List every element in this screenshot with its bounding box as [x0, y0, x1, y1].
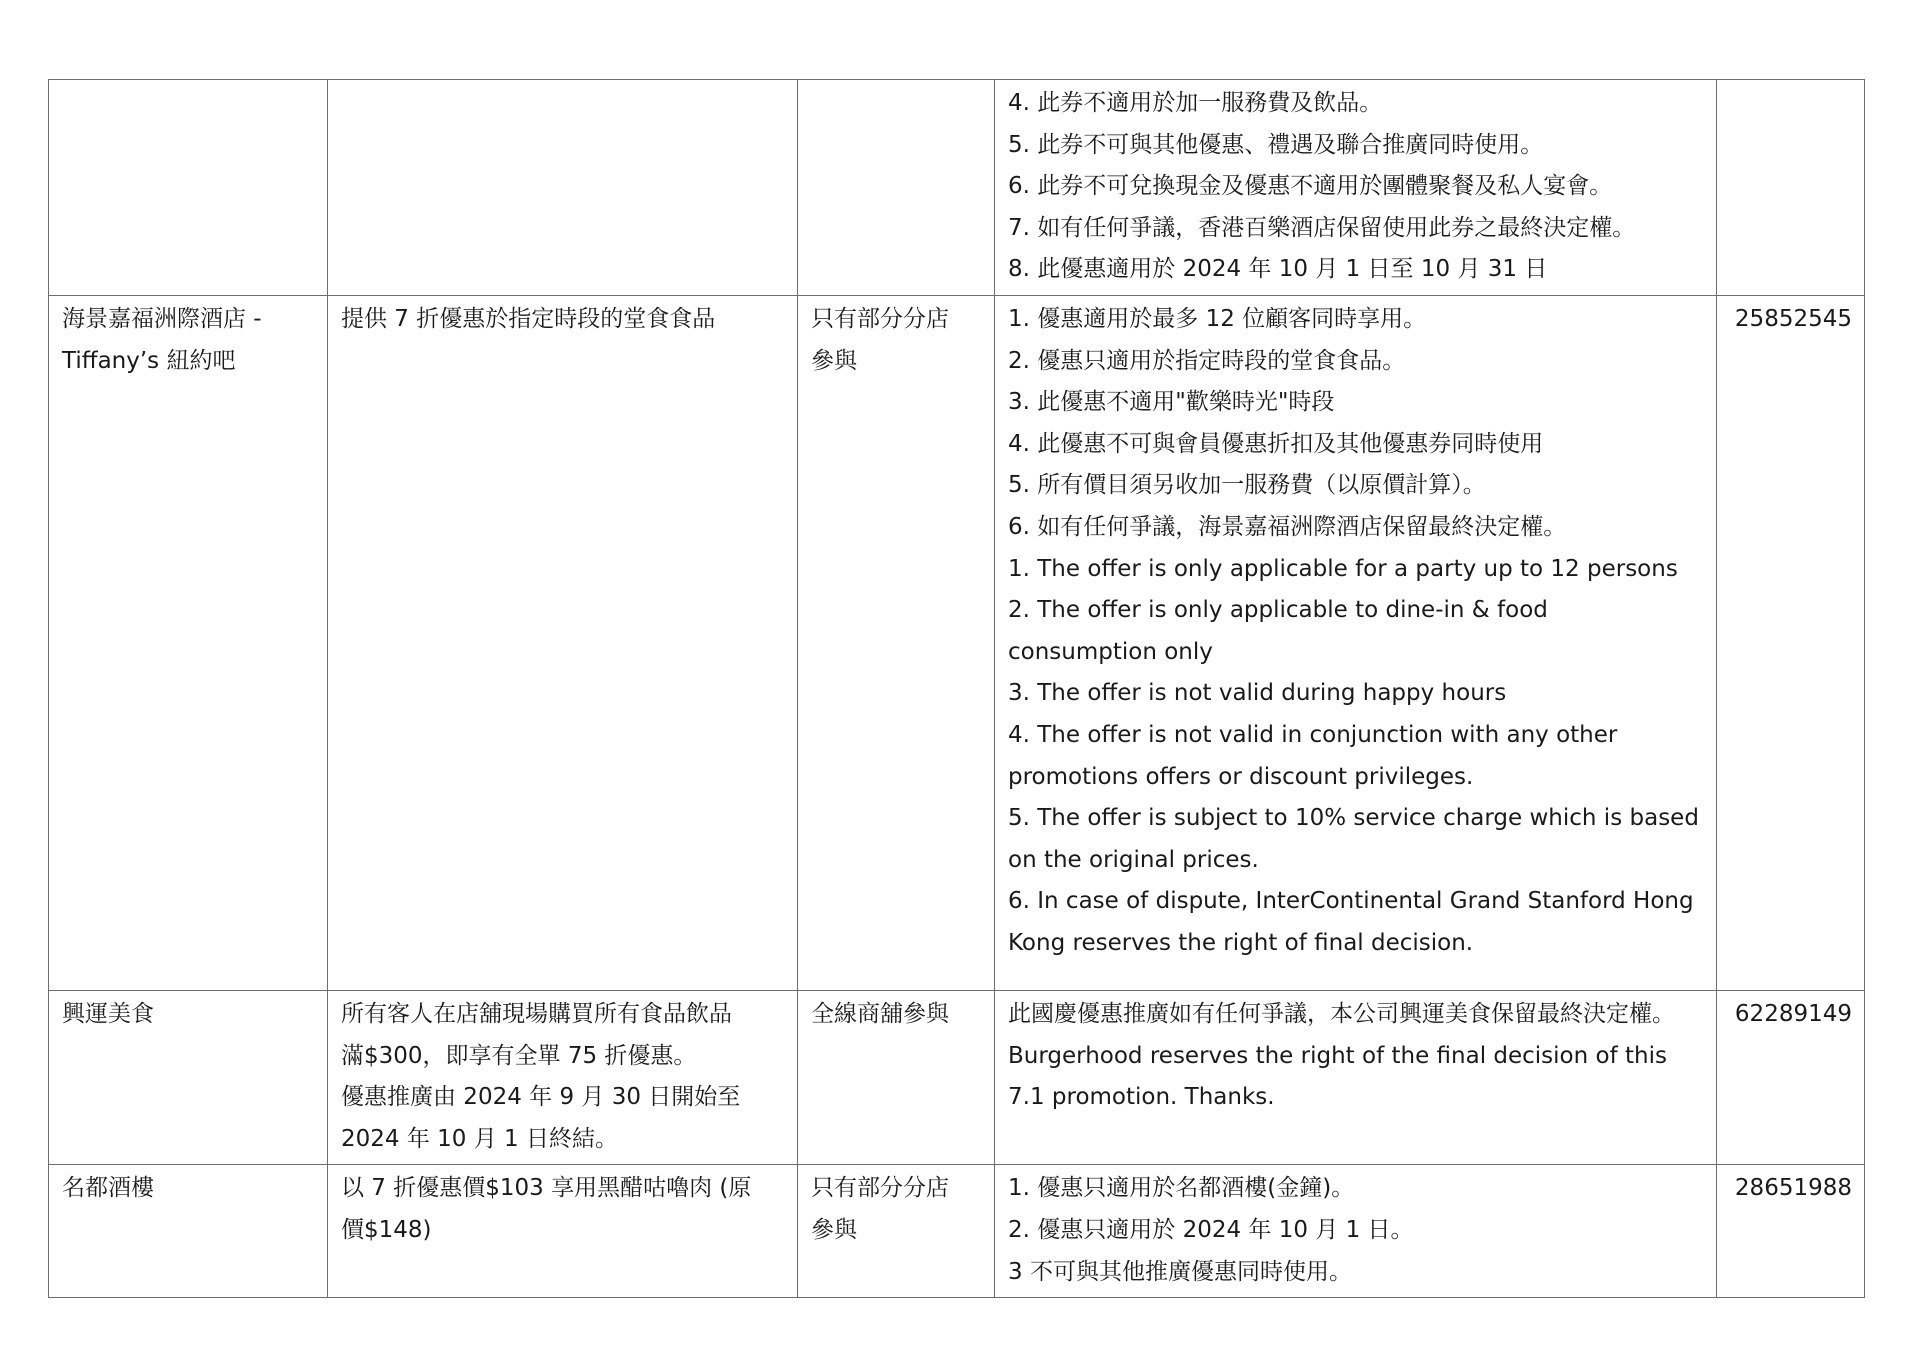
term-line: 3 不可與其他推廣優惠同時使用。 [1008, 1258, 1352, 1285]
merchant-name-line: 名都酒樓 [62, 1175, 154, 1202]
offer-line: 滿$300，即享有全單 75 折優惠。 [341, 1042, 697, 1069]
table-row [49, 990, 1865, 1164]
phone-cell [1717, 295, 1865, 990]
term-line: 4. The offer is not valid in conjunction with any other promotions offers or discount privileges. [1008, 721, 1618, 790]
participation-line: 只有部分分店 [811, 305, 949, 332]
participation-cell [798, 990, 995, 1164]
table-row [49, 80, 1865, 296]
term-line: 3. The offer is not valid during happy hours [1008, 680, 1507, 707]
term-line: 4. 此券不適用於加一服務費及飲品。 [1008, 90, 1383, 116]
term-line: 1. 優惠適用於最多 12 位顧客同時享用。 [1008, 305, 1427, 332]
offer-line: 2024 年 10 月 1 日終結。 [341, 1125, 618, 1152]
phone-cell [1717, 80, 1865, 296]
term-line: 此國慶優惠推廣如有任何爭議，本公司興運美食保留最終決定權。 [1008, 1000, 1675, 1027]
offer-line: 優惠推廣由 2024 年 9 月 30 日開始至 [341, 1084, 741, 1111]
phone-number: 25852545 [1734, 305, 1852, 332]
term-line: 7. 如有任何爭議，香港百樂酒店保留使用此券之最終決定權。 [1008, 214, 1636, 241]
terms-cell [995, 80, 1717, 296]
merchant-name-cell [49, 295, 328, 990]
term-line: 1. The offer is only applicable for a party up to 12 persons [1008, 555, 1678, 582]
offer-line: 以 7 折優惠價$103 享用黑醋咕嚕肉 (原 [341, 1175, 752, 1202]
participation-line: 全線商舖參與 [811, 1000, 949, 1027]
terms-cell [995, 1165, 1717, 1298]
term-line: Burgerhood reserves the right of the final decision of this 7.1 promotion. Thanks. [1008, 1042, 1667, 1111]
term-line: 4. 此優惠不可與會員優惠折扣及其他優惠券同時使用 [1008, 430, 1544, 457]
term-line: 2. 優惠只適用於 2024 年 10 月 1 日。 [1008, 1216, 1414, 1243]
offer-line: 提供 7 折優惠於指定時段的堂食食品 [341, 305, 716, 332]
phone-number: 62289149 [1734, 1000, 1852, 1027]
term-line: 6. 如有任何爭議，海景嘉福洲際酒店保留最終決定權。 [1008, 513, 1567, 540]
term-line: 8. 此優惠適用於 2024 年 10 月 1 日至 10 月 31 日 [1008, 256, 1548, 283]
phone-number: 28651988 [1734, 1175, 1852, 1202]
term-line: 5. The offer is subject to 10% service charge which is based on the original prices. [1008, 805, 1699, 873]
term-line: 6. In case of dispute, InterContinental Grand Stanford Hong Kong reserves the right of final decision. [1008, 888, 1694, 956]
term-line: 2. The offer is only applicable to dine-in & food consumption only [1008, 597, 1548, 665]
offer-cell [328, 295, 798, 990]
terms-cell [995, 990, 1717, 1164]
term-line: 3. 此優惠不適用"歡樂時光"時段 [1008, 389, 1335, 416]
terms-cell [995, 295, 1717, 990]
merchant-name-line: 海景嘉福洲際酒店 - [62, 305, 262, 332]
participation-cell [798, 80, 995, 296]
offer-line: 所有客人在店舖現場購買所有食品飲品 [341, 1000, 732, 1027]
merchant-name-cell [49, 1165, 328, 1298]
merchant-name-line: 興運美食 [62, 1000, 154, 1027]
phone-cell [1717, 1165, 1865, 1298]
offer-cell [328, 1165, 798, 1298]
table-row [49, 1165, 1865, 1298]
merchant-name-cell [49, 990, 328, 1164]
table-row [49, 295, 1865, 990]
participation-cell [798, 295, 995, 990]
phone-cell [1717, 990, 1865, 1164]
merchant-name-line: Tiffany’s 紐約吧 [62, 347, 236, 374]
participation-line: 參與 [811, 1216, 857, 1243]
promotion-table [48, 79, 1865, 1298]
term-line: 5. 所有價目須另收加一服務費（以原價計算）。 [1008, 472, 1486, 499]
offer-cell [328, 990, 798, 1164]
participation-line: 只有部分分店 [811, 1175, 949, 1202]
participation-line: 參與 [811, 347, 857, 374]
term-line: 6. 此券不可兌換現金及優惠不適用於團體聚餐及私人宴會。 [1008, 173, 1613, 200]
participation-cell [798, 1165, 995, 1298]
term-line: 1. 優惠只適用於名都酒樓(金鐘)。 [1008, 1175, 1355, 1202]
term-line: 2. 優惠只適用於指定時段的堂食食品。 [1008, 347, 1406, 374]
offer-cell [328, 80, 798, 296]
merchant-name-cell [49, 80, 328, 296]
offer-line: 價$148) [341, 1216, 432, 1243]
term-line: 5. 此券不可與其他優惠、禮遇及聯合推廣同時使用。 [1008, 131, 1544, 158]
